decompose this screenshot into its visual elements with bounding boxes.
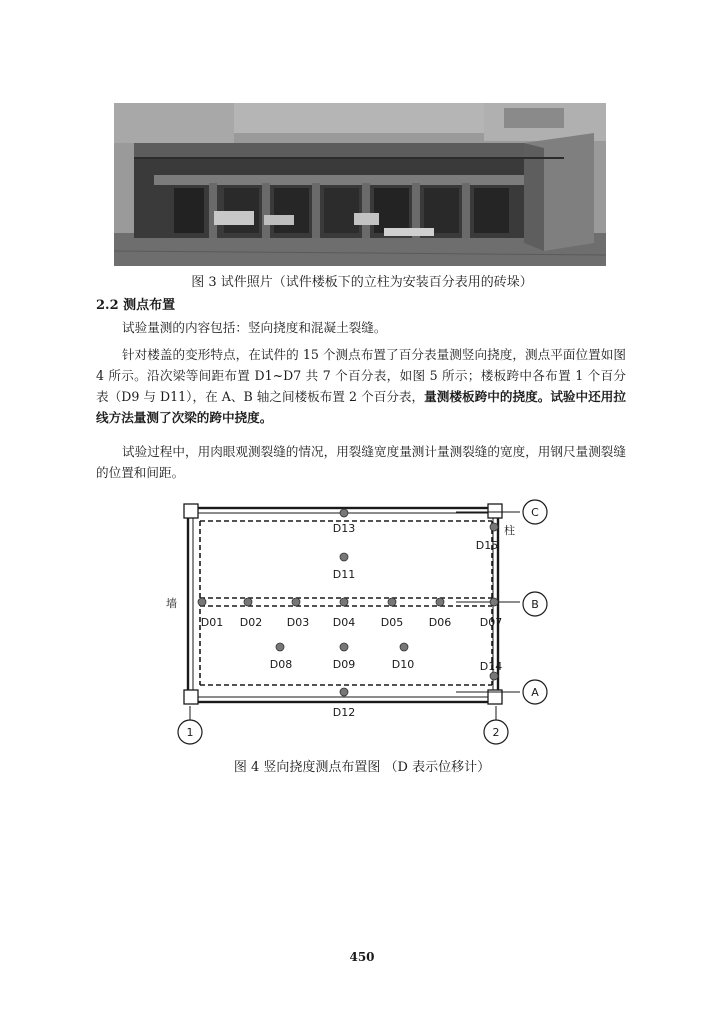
point-d05-marker — [388, 598, 396, 606]
wall-label: 墙 — [166, 597, 177, 610]
point-d02-marker — [244, 598, 252, 606]
point-d07-marker — [490, 598, 498, 606]
point-d03-label: D03 — [286, 616, 310, 629]
point-d04-label: D04 — [332, 616, 356, 629]
point-d08-marker — [276, 643, 284, 651]
specimen-photo — [114, 103, 606, 266]
point-d06-marker — [436, 598, 444, 606]
point-d10-label: D10 — [391, 658, 415, 671]
point-d01-label: D01 — [200, 616, 224, 629]
section-heading: 2.2 测点布置 — [96, 298, 176, 313]
page-number: 450 — [349, 950, 375, 964]
column-label: 柱 — [504, 524, 515, 537]
point-d14-label: D14 — [479, 660, 503, 673]
point-d06-label: D06 — [428, 616, 452, 629]
point-d15-label: D15 — [475, 539, 499, 552]
paragraph-3: 试验过程中，用肉眼观测裂缝的情况，用裂缝宽度量测计量测裂缝的宽度，用钢尺量测裂缝的位置和间距。 — [96, 444, 626, 480]
axis-b-label: B — [531, 598, 539, 611]
point-d03-marker — [292, 598, 300, 606]
point-d09-label: D09 — [332, 658, 356, 671]
paragraph-2 — [96, 344, 626, 428]
point-d12-marker — [340, 688, 348, 696]
point-d05-label: D05 — [380, 616, 404, 629]
paragraph-1: 试验量测的内容包括：竖向挠度和混凝土裂缝。 — [122, 320, 387, 335]
paragraph-2-text-bold: 量测楼板跨中的挠度。试验中还用拉线方法量测了次梁的跨中挠度。 — [96, 389, 626, 425]
point-d14-marker — [490, 672, 498, 680]
axis-c-label: C — [531, 506, 539, 519]
point-d11-label: D11 — [332, 568, 356, 581]
axis-2-label: 2 — [492, 726, 500, 739]
point-d10-marker — [400, 643, 408, 651]
point-d12-label: D12 — [332, 706, 356, 719]
point-d13-marker — [340, 509, 348, 517]
point-d07-label: D07 — [479, 616, 503, 629]
figure4-caption: 图 4 竖向挠度测点布置图 （D 表示位移计） — [233, 760, 491, 775]
point-d02-label: D02 — [239, 616, 263, 629]
point-d13-label: D13 — [332, 522, 356, 535]
axis-a-label: A — [531, 686, 539, 699]
point-d04-marker — [340, 598, 348, 606]
axis-1-label: 1 — [186, 726, 194, 739]
point-d11-marker — [340, 553, 348, 561]
deflection-point-layout-plan — [160, 494, 560, 752]
point-d01-marker — [198, 598, 206, 606]
figure3-caption: 图 3 试件照片（试件楼板下的立柱为安装百分表用的砖垛） — [191, 275, 533, 290]
point-d08-label: D08 — [269, 658, 293, 671]
point-d09-marker — [340, 643, 348, 651]
point-d15-marker — [490, 523, 498, 531]
paragraph-2-text: 针对楼盖的变形特点，在试件的 15 个测点布置了百分表量测竖向挠度，测点平面位置如图 4 所示。沿次梁等间距布置 D1~D7 共 7 个百分表，如图 5 所示；楼板跨中各布置 1 个百分表（D9 与 D11），在 A、B 轴之间楼板布置 2 个百分表， — [96, 347, 626, 404]
